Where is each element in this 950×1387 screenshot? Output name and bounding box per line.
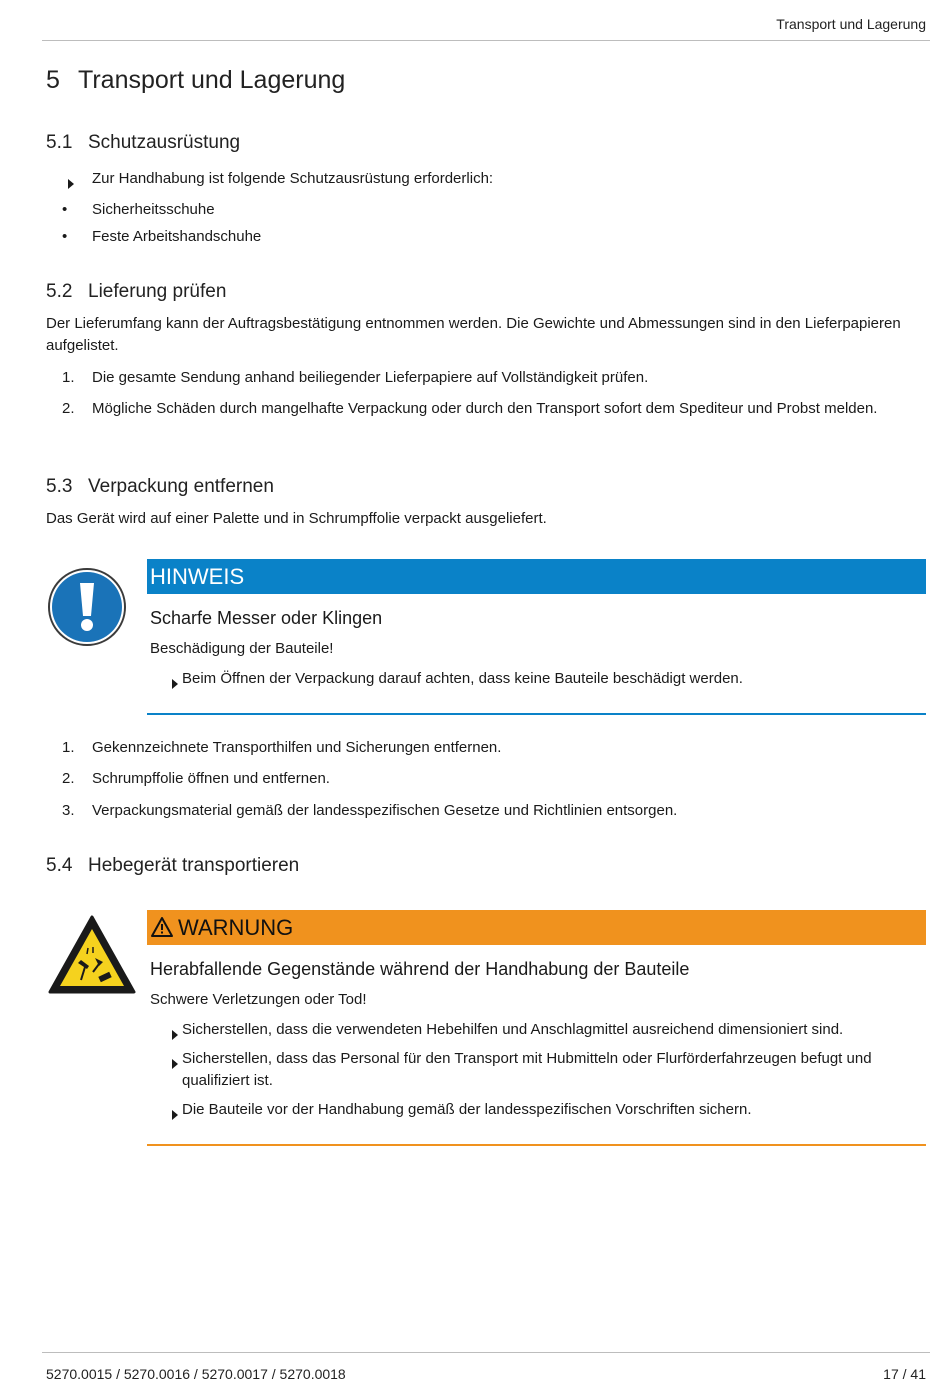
step-text: Gekennzeichnete Transporthilfen und Sicherungen entfernen. <box>92 739 502 756</box>
arrow-bullet-icon <box>170 1019 182 1047</box>
section-heading-5-4 <box>46 855 299 877</box>
chapter-title: Transport und Lagerung <box>78 66 346 94</box>
notice-consequence: Beschädigung der Bauteile! <box>150 640 334 657</box>
paragraph: Der Lieferumfang kann der Auftragsbestätigung entnommen werden. Die Gewichte und Abmessungen sind in den Lieferpapieren aufgelistet. <box>46 315 901 354</box>
footer-divider <box>42 1352 930 1353</box>
section-number: 5.3 <box>46 476 73 497</box>
warning-header-band <box>147 910 926 945</box>
section-number: 5.4 <box>46 855 73 876</box>
section-heading-5-3 <box>46 476 274 498</box>
step-number: 2. <box>62 770 75 787</box>
instruction-item <box>46 168 926 196</box>
falling-objects-warning-icon <box>47 914 137 996</box>
section-title: Hebegerät transportieren <box>88 855 300 876</box>
warning-action <box>170 1099 920 1127</box>
list-item <box>46 226 926 248</box>
section-title: Lieferung prüfen <box>88 281 227 302</box>
running-header: Transport und Lagerung <box>776 16 926 32</box>
warning-action-text: Sicherstellen, dass die verwendeten Hebehilfen und Anschlagmittel ausreichend dimensioniert sind. <box>182 1021 844 1038</box>
step-item <box>46 398 926 420</box>
section-heading-5-1 <box>46 132 240 154</box>
list-item-text: Feste Arbeitshandschuhe <box>92 228 262 245</box>
list-item <box>46 199 926 221</box>
notice-header-band: HINWEIS <box>147 559 926 594</box>
instruction-text: Zur Handhabung ist folgende Schutzausrüstung erforderlich: <box>92 170 494 187</box>
step-item <box>46 737 926 759</box>
warning-bottom-rule <box>147 1144 926 1146</box>
warning-action-text: Sicherstellen, dass das Personal für den Transport mit Hubmitteln oder Flurförderfahrzeugen befugt und qualifiziert ist. <box>182 1050 872 1089</box>
section-number: 5.1 <box>46 132 73 153</box>
warning-triangle-icon <box>150 916 174 938</box>
list-item-text: Sicherheitsschuhe <box>92 201 215 218</box>
bullet-dot: • <box>62 201 68 218</box>
step-number: 3. <box>62 802 75 819</box>
step-number: 2. <box>62 400 75 417</box>
step-number: 1. <box>62 739 75 756</box>
notice-title: Scharfe Messer oder Klingen <box>150 608 383 628</box>
paragraph: Das Gerät wird auf einer Palette und in Schrumpffolie verpackt ausgeliefert. <box>46 510 547 527</box>
warning-label: WARNUNG <box>178 915 294 940</box>
step-item <box>46 367 926 389</box>
warning-action <box>170 1019 920 1047</box>
header-divider <box>42 40 930 41</box>
section-number: 5.2 <box>46 281 73 302</box>
arrow-bullet-icon <box>170 1048 182 1092</box>
arrow-bullet-icon <box>170 668 182 696</box>
warning-consequence: Schwere Verletzungen oder Tod! <box>150 991 367 1008</box>
step-text: Verpackungsmaterial gemäß der landesspezifischen Gesetze und Richtlinien entsorgen. <box>92 802 678 819</box>
step-text: Schrumpffolie öffnen und entfernen. <box>92 770 330 787</box>
notice-action <box>170 668 920 696</box>
section-heading-5-2 <box>46 281 226 303</box>
bullet-dot: • <box>62 228 68 245</box>
chapter-number: 5 <box>46 66 60 94</box>
section-title: Verpackung entfernen <box>88 476 274 497</box>
arrow-bullet-icon <box>46 168 92 196</box>
step-item <box>46 768 926 790</box>
step-number: 1. <box>62 369 75 386</box>
warning-action <box>170 1048 920 1092</box>
step-item <box>46 800 926 822</box>
warning-title: Herabfallende Gegenstände während der Handhabung der Bauteile <box>150 959 690 979</box>
notice-action-text: Beim Öffnen der Verpackung darauf achten, dass keine Bauteile beschädigt werden. <box>182 670 743 687</box>
mandatory-exclamation-icon <box>47 567 127 647</box>
section-title: Schutzausrüstung <box>88 132 241 153</box>
footer-page-number: 17 / 41 <box>883 1366 926 1382</box>
arrow-bullet-icon <box>170 1099 182 1127</box>
step-text: Die gesamte Sendung anhand beiliegender Lieferpapiere auf Vollständigkeit prüfen. <box>92 369 649 386</box>
chapter-heading <box>46 66 345 95</box>
notice-bottom-rule <box>147 713 926 715</box>
footer-document-numbers: 5270.0015 / 5270.0016 / 5270.0017 / 5270.0018 <box>46 1366 346 1382</box>
step-text: Mögliche Schäden durch mangelhafte Verpackung oder durch den Transport sofort dem Spediteur und Probst melden. <box>92 400 878 417</box>
warning-action-text: Die Bauteile vor der Handhabung gemäß der landesspezifischen Vorschriften sichern. <box>182 1101 752 1118</box>
